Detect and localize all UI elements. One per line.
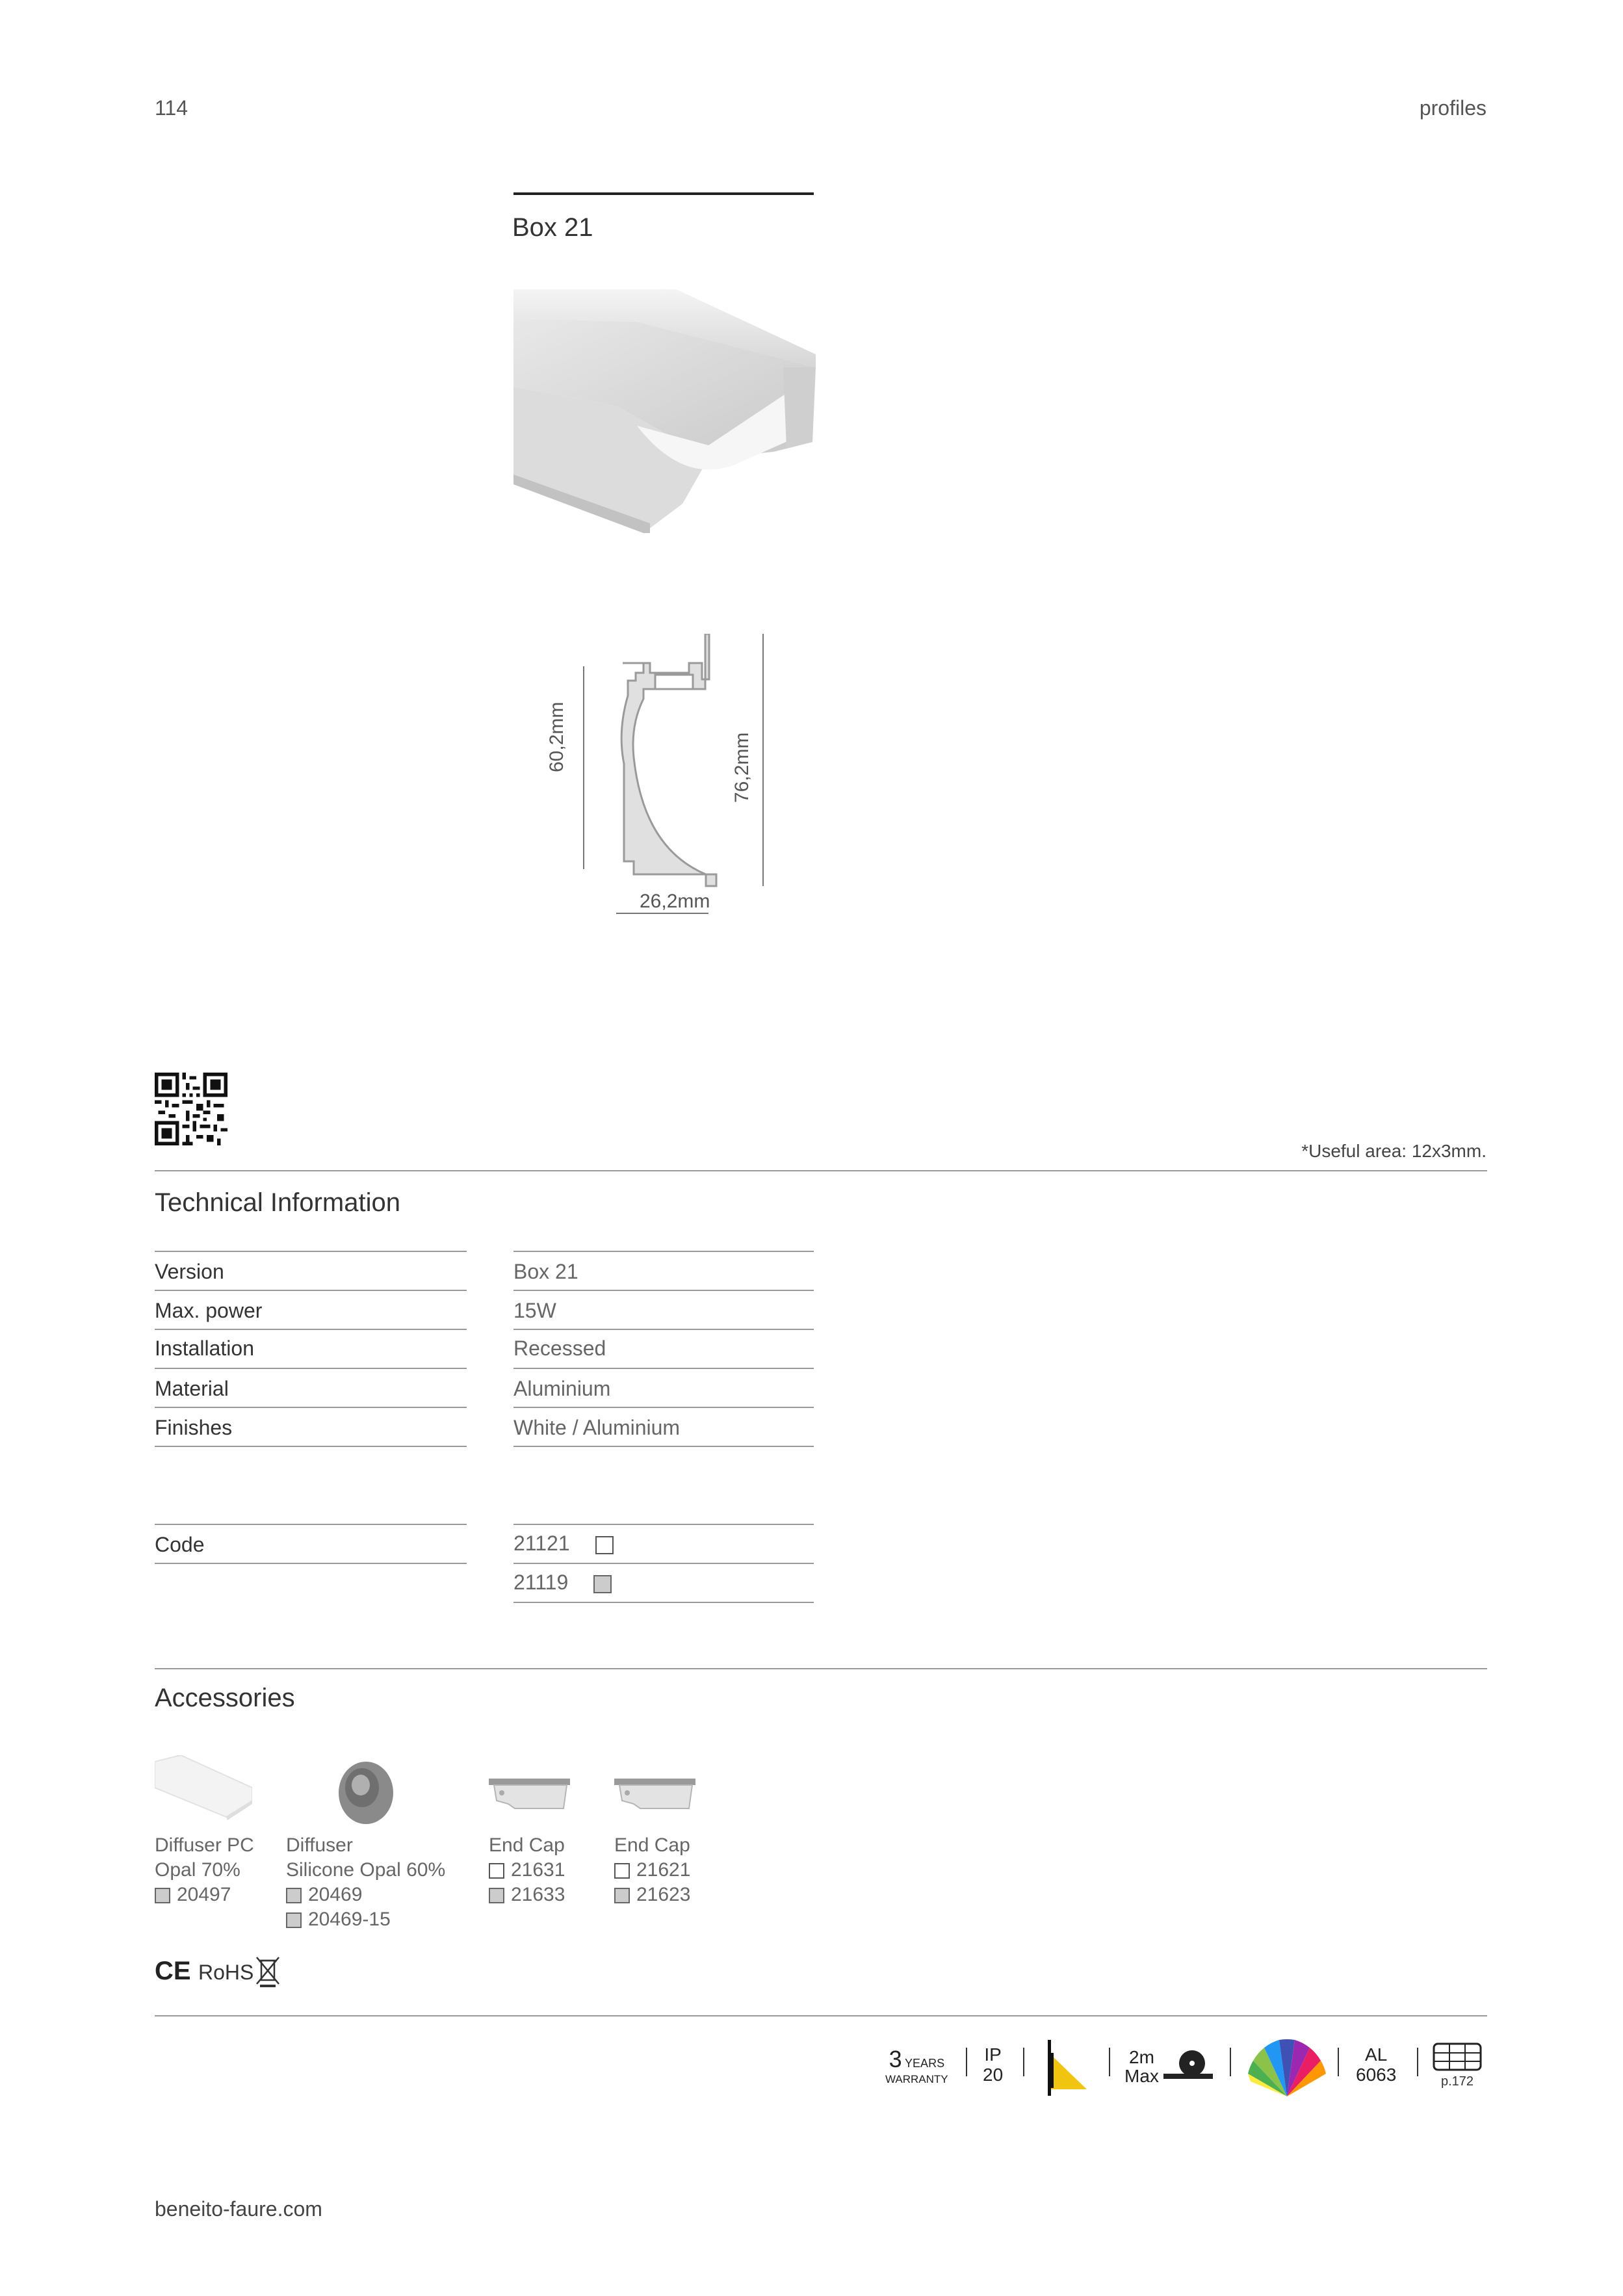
aluminium-finish-swatch: [286, 1912, 302, 1928]
max-length-label: Max: [1124, 2066, 1159, 2087]
white-finish-swatch: [614, 1863, 630, 1879]
accessory-code: 20469: [308, 1884, 363, 1905]
accessory-end-cap: [614, 1833, 690, 1907]
row-value-version: Box 21: [513, 1260, 578, 1283]
row-rule: [513, 1290, 814, 1291]
row-label-installation: Installation: [155, 1337, 254, 1360]
badge-separator: [1109, 2048, 1110, 2076]
accessory-code: 21631: [511, 1859, 565, 1881]
row-rule: [513, 1251, 814, 1252]
accessory-name: End Cap: [614, 1834, 690, 1856]
dim-total-height: 76,2mm: [731, 732, 753, 803]
row-value-finishes: White / Aluminium: [513, 1416, 681, 1439]
weee-bin-icon: [255, 1955, 281, 1988]
alloy-badge: [1356, 2045, 1396, 2085]
diffuser-silicone-image: [328, 1755, 400, 1827]
accessory-name: End Cap: [489, 1834, 565, 1856]
ip-label: IP: [984, 2044, 1002, 2065]
end-cap-image: [489, 1775, 570, 1814]
warranty-badge: [885, 2048, 948, 2085]
ip-badge: [983, 2045, 1003, 2085]
alloy-label: AL: [1365, 2044, 1388, 2065]
accessory-name: Diffuser PC: [155, 1834, 254, 1856]
row-rule: [513, 1602, 814, 1603]
page-ref-badge[interactable]: [1433, 2042, 1482, 2089]
accessory-code: 21621: [636, 1859, 691, 1881]
code-value: 21121: [513, 1532, 570, 1555]
badge-separator: [1230, 2048, 1231, 2076]
ip-value: 20: [983, 2064, 1004, 2085]
aluminium-finish-swatch: [593, 1575, 612, 1593]
page-ref-label: p.172: [1440, 2074, 1474, 2089]
ce-mark: CE: [155, 1957, 191, 1985]
accessory-code: 21623: [636, 1884, 691, 1905]
section-rule: [155, 1170, 1487, 1171]
badge-separator: [1338, 2048, 1339, 2076]
row-value-installation: Recessed: [513, 1337, 606, 1360]
website-link[interactable]: beneito-faure.com: [155, 2197, 322, 2221]
row-rule: [155, 1446, 467, 1447]
row-value-material: Aluminium: [513, 1377, 611, 1400]
code-label: Code: [155, 1533, 205, 1556]
accessory-code: 20469-15: [308, 1909, 391, 1930]
page-number: 114: [155, 96, 188, 120]
badge-separator: [1417, 2048, 1418, 2076]
aluminium-finish-swatch: [489, 1888, 504, 1903]
diffuser-pc-image: [155, 1755, 252, 1827]
row-rule: [155, 1329, 467, 1330]
accessory-name: Opal 70%: [155, 1859, 240, 1881]
badge-separator: [966, 2048, 967, 2076]
section-rule: [155, 1668, 1487, 1669]
row-label-max-power: Max. power: [155, 1299, 263, 1322]
row-value-max-power: 15W: [513, 1299, 556, 1322]
row-rule: [155, 1407, 467, 1408]
accessory-code: 20497: [177, 1884, 231, 1905]
accessory-code: 21633: [511, 1884, 565, 1905]
dim-inner-height: 60,2mm: [546, 701, 567, 772]
row-rule: [155, 1563, 467, 1564]
qr-code[interactable]: [155, 1073, 227, 1145]
accessory-name: Diffuser: [286, 1834, 353, 1856]
accessory-diffuser-pc: [155, 1833, 254, 1907]
alloy-value: 6063: [1356, 2064, 1397, 2085]
aluminium-finish-swatch: [614, 1888, 630, 1903]
aluminium-finish-swatch: [286, 1888, 302, 1903]
row-rule: [155, 1524, 467, 1525]
warranty-number: 3: [889, 2046, 902, 2072]
row-rule: [513, 1329, 814, 1330]
accessory-diffuser-silicone: [286, 1833, 445, 1932]
row-rule: [155, 1251, 467, 1252]
title-rule: [513, 192, 814, 195]
badge-separator: [1023, 2048, 1024, 2076]
row-rule: [155, 1290, 467, 1291]
white-finish-swatch: [489, 1863, 504, 1879]
technical-heading: Technical Information: [155, 1188, 400, 1217]
accessories-heading: Accessories: [155, 1684, 295, 1712]
row-rule: [513, 1563, 814, 1564]
section-name: profiles: [1419, 96, 1487, 120]
code-value: 21119: [513, 1571, 569, 1594]
white-finish-swatch: [595, 1536, 614, 1554]
max-length-badge: [1124, 2048, 1159, 2086]
row-rule: [513, 1368, 814, 1369]
accessory-name: Silicone Opal 60%: [286, 1859, 446, 1881]
section-rule: [155, 2015, 1487, 2016]
grid-icon: [1433, 2042, 1482, 2071]
color-fan-icon: [1248, 2035, 1326, 2100]
useful-area-note: *Useful area: 12x3mm.: [1301, 1141, 1487, 1161]
product-image: [513, 289, 816, 536]
row-label-material: Material: [155, 1377, 229, 1400]
row-label-version: Version: [155, 1260, 224, 1283]
cut-saw-icon: [1163, 2048, 1215, 2087]
row-rule: [513, 1407, 814, 1408]
rohs-label: RoHS: [198, 1961, 254, 1984]
row-rule: [513, 1524, 814, 1525]
code-row: [513, 1532, 614, 1556]
warranty-years: YEARS: [905, 2057, 945, 2070]
dim-width: 26,2mm: [640, 891, 710, 912]
light-emission-icon: [1041, 2040, 1093, 2096]
row-rule: [155, 1368, 467, 1369]
row-rule: [513, 1446, 814, 1447]
warranty-word: WARRANTY: [885, 2073, 948, 2085]
product-title: Box 21: [512, 213, 593, 242]
accessory-end-cap: [489, 1833, 565, 1907]
max-length-value: 2m: [1129, 2047, 1154, 2067]
end-cap-image: [614, 1775, 695, 1814]
code-row: [513, 1571, 612, 1595]
row-label-finishes: Finishes: [155, 1416, 233, 1439]
aluminium-finish-swatch: [155, 1888, 170, 1903]
